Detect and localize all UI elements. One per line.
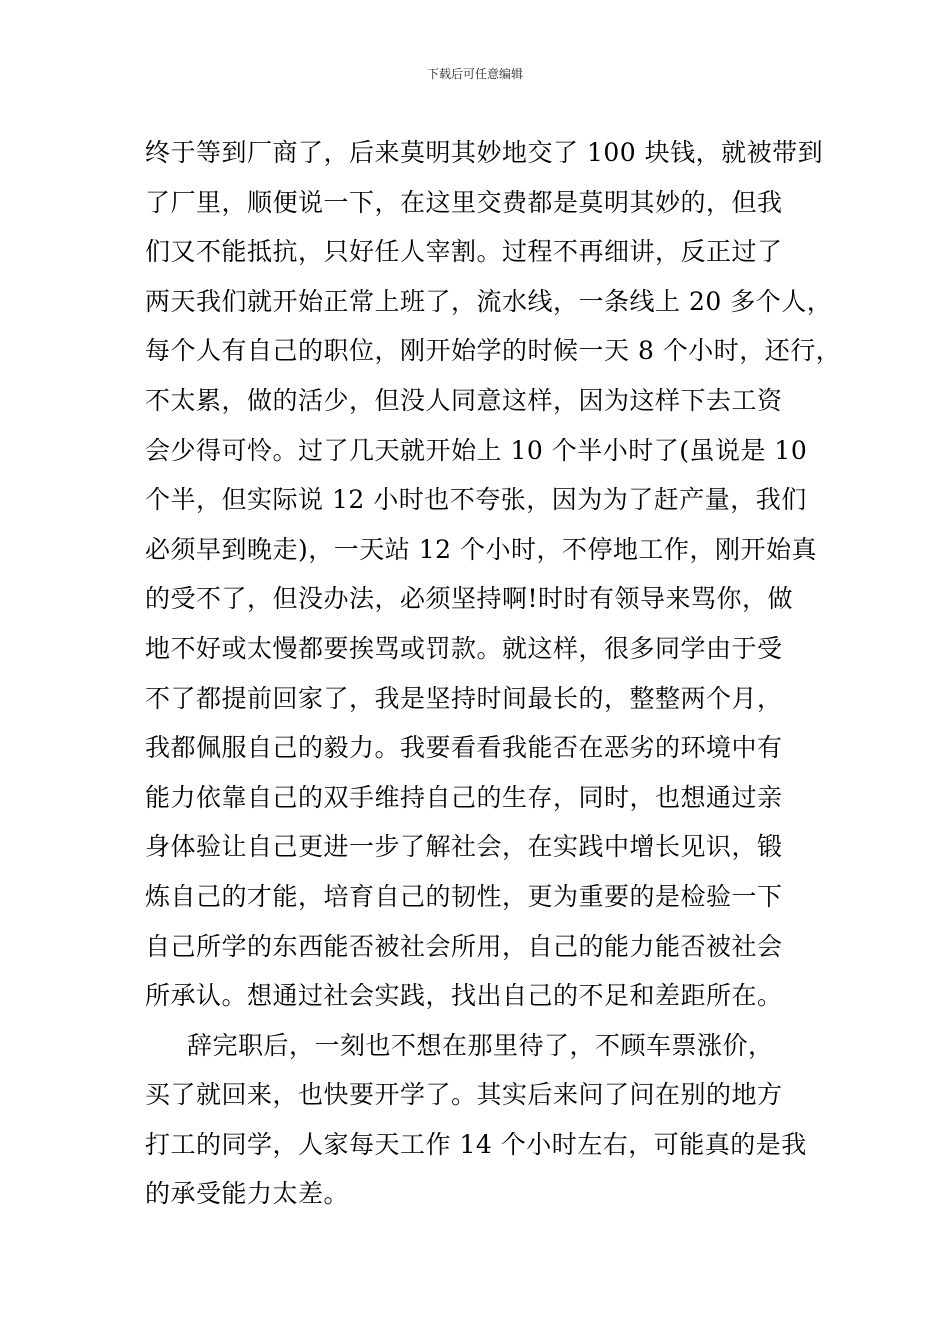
text-line: 不太累，做的活少，但没人同意这样，因为这样下去工资 (145, 385, 783, 415)
text-line: 终于等到厂商了，后来莫明其妙地交了 100 块钱，就被带到 (145, 138, 824, 167)
text-line: 地不好或太慢都要挨骂或罚款。就这样，很多同学由于受 (145, 633, 783, 663)
paragraph-2 (145, 1021, 810, 1219)
text-line: 炼自己的才能，培育自己的韧性，更为重要的是检验一下 (145, 881, 783, 911)
text-line: 每个人有自己的职位，刚开始学的时候一天 8 个小时，还行， (145, 336, 842, 366)
text-line: 了厂里，顺便说一下，在这里交费都是莫明其妙的，但我 (145, 187, 783, 217)
text-line: 两天我们就开始正常上班了，流水线，一条线上 20 多个人， (145, 286, 833, 316)
text-line: 打工的同学，人家每天工作 14 个小时左右，可能真的是我 (145, 1129, 807, 1159)
text-line: 的承受能力太差。 (145, 1179, 350, 1209)
text-line: 个半，但实际说 12 小时也不夸张，因为为了赶产量，我们 (145, 485, 807, 515)
text-line: 身体验让自己更进一步了解社会，在实践中增长见识，锻 (145, 832, 783, 862)
text-line: 必须早到晚走)，一天站 12 个小时，不停地工作，刚开始真 (145, 534, 817, 564)
page-header: 下载后可任意编辑 (426, 67, 523, 81)
text-line: 不了都提前回家了，我是坚持时间最长的，整整两个月， (145, 683, 783, 713)
text-line: 所承认。想通过社会实践，找出自己的不足和差距所在。 (145, 981, 783, 1011)
text-line: 的受不了，但没办法，必须坚持啊!时时有领导来骂你，做 (145, 584, 794, 614)
body-text (145, 128, 842, 1219)
text-line: 能力依靠自己的双手维持自己的生存，同时，也想通过亲 (145, 782, 783, 812)
text-line: 辞完职后，一刻也不想在那里待了，不顾车票涨价， (187, 1030, 774, 1060)
text-line: 自己所学的东西能否被社会所用，自己的能力能否被社会 (145, 931, 783, 961)
text-line: 买了就回来，也快要开学了。其实后来问了问在别的地方 (145, 1080, 783, 1110)
paragraph-1 (145, 128, 842, 1021)
text-line: 会少得可怜。过了几天就开始上 10 个半小时了(虽说是 10 (145, 435, 808, 465)
text-line: 们又不能抵抗，只好任人宰割。过程不再细讲，反正过了 (145, 237, 783, 267)
text-line: 我都佩服自己的毅力。我要看看我能否在恶劣的环境中有 (145, 733, 783, 763)
